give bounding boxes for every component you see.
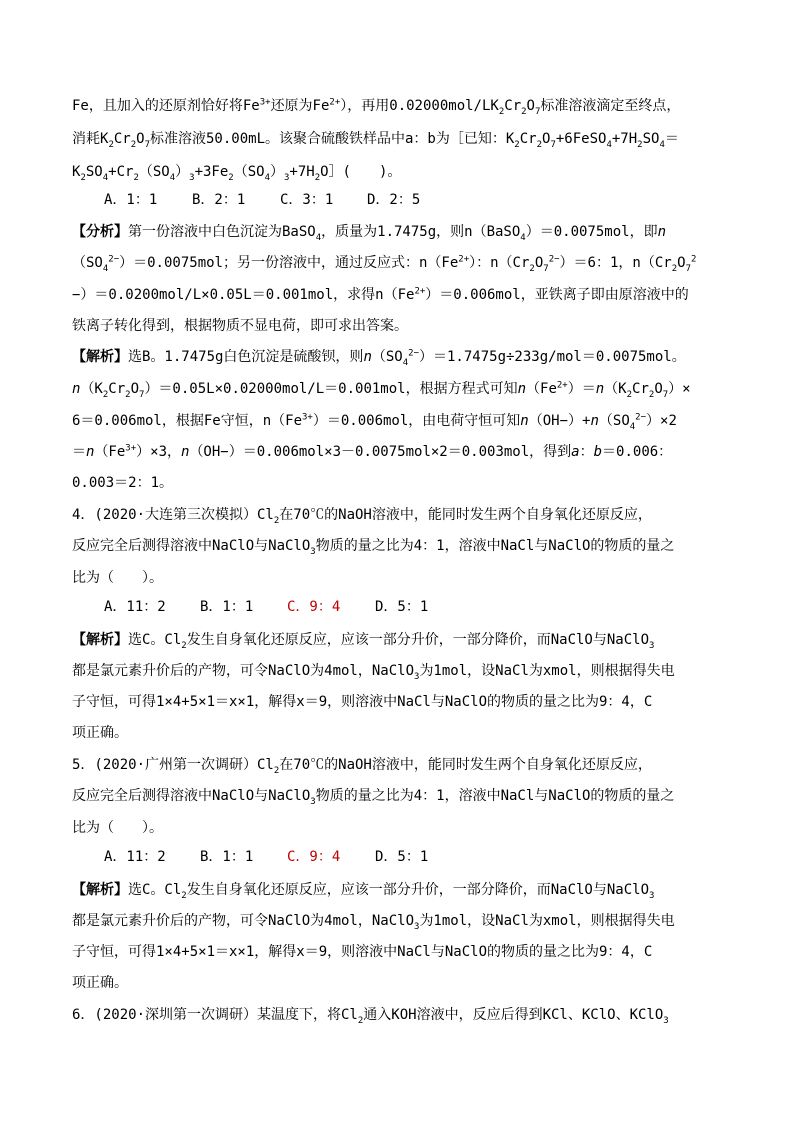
q4-option-c-answer[interactable]: C．9：4 bbox=[287, 599, 341, 615]
q5-option-c-answer[interactable]: C．9：4 bbox=[287, 849, 341, 865]
solution-tag: 【解析】 bbox=[72, 882, 128, 898]
q4-line-3: 比为（ ）。 bbox=[72, 570, 163, 586]
q4-option-a[interactable]: A．11：2 bbox=[104, 599, 166, 615]
q3-option-d[interactable]: D．2：5 bbox=[367, 192, 421, 208]
solution-3-line-5: 0.003＝2：1。 bbox=[72, 475, 174, 491]
q5-option-b[interactable]: B．1：1 bbox=[200, 849, 254, 865]
q3-option-b[interactable]: B．2：1 bbox=[192, 192, 246, 208]
solution-tag: 【解析】 bbox=[72, 632, 128, 648]
q3-line-2: 消耗$K_2Cr_2O_7$标准溶液50.00mL。该聚合硫酸铁样品中a：b为［已知：$K_2Cr_2O_7+6FeSO_4+7H_2SO_4=$ bbox=[72, 131, 679, 150]
solution-4-line-1: 【解析】选C。$Cl_2$发生自身氧化还原反应，应该一部分升价，一部分降价，而NaClO与NaClO$_3$ bbox=[72, 632, 655, 651]
q5-option-d[interactable]: D．5：1 bbox=[375, 849, 429, 865]
q5-line-2: 反应完全后测得溶液中NaClO与NaClO$_3$物质的量之比为4：1，溶液中NaCl与NaClO的物质的量之 bbox=[72, 788, 675, 807]
q6-line-1: 6．(2020·深圳第一次调研）某温度下，将$Cl_2$通入KOH溶液中，反应后得到KCl、KClO、KClO$_3$ bbox=[72, 1007, 669, 1026]
q4-option-d[interactable]: D．5：1 bbox=[375, 599, 429, 615]
solution-5-line-4: 项正确。 bbox=[72, 975, 128, 991]
analysis-tag: 【分析】 bbox=[72, 224, 128, 240]
q4-option-b[interactable]: B．1：1 bbox=[200, 599, 254, 615]
q5-line-3: 比为（ ）。 bbox=[72, 820, 163, 836]
solution-tag: 【解析】 bbox=[72, 349, 128, 365]
q3-option-a[interactable]: A．1：1 bbox=[104, 192, 158, 208]
q3-line-3: $K_2SO_4+Cr_2(SO_4)_3+3Fe_2(SO_4)_3+7H_2O]$( )。 bbox=[72, 164, 402, 183]
solution-3-line-3: 6＝0.006mol，根据Fe守恒，$n(Fe^{3+})=0.006mol$，由电荷守恒可知$n(OH-)+n(SO_4^{2-})\times 2$ bbox=[72, 412, 677, 432]
analysis-line-2: $(SO_4^{2-})=0.0075mol$；另一份溶液中，通过反应式：$n(Fe^{2+})$：$n(Cr_2O_7^{2-})=6$：1，$n(Cr_2O_7^2$ bbox=[72, 254, 697, 274]
q3-option-c[interactable]: C．3：1 bbox=[280, 192, 334, 208]
solution-4-line-3: 子守恒，可得1×4+5×1＝x×1，解得x＝9，则溶液中NaCl与NaClO的物质的量之比为9：4，C bbox=[72, 694, 653, 710]
analysis-line-3: −）＝0.0200mol/L×0.05L＝0.001mol，求得$n(Fe^{2+})=0.006mol$，亚铁离子即由原溶液中的 bbox=[72, 286, 689, 303]
solution-4-line-4: 项正确。 bbox=[72, 725, 128, 741]
analysis-line-1: 【分析】第一份溶液中白色沉淀为BaSO$_4$，质量为1.7475g，则n（BaSO$_4$）＝0.0075mol，即n bbox=[72, 224, 667, 243]
solution-4-line-2: 都是氯元素升价后的产物，可令NaClO为4mol，NaClO$_3$为1mol，设NaCl为xmol，则根据得失电 bbox=[72, 663, 675, 682]
q3-line-1: Fe，且加入的还原剂恰好将$Fe^{3+}$还原为$Fe^{2+}$），再用$0.02000mol/LK_2Cr_2O_7$标准溶液滴定至终点， bbox=[72, 97, 681, 117]
solution-3-line-2: $n(K_2Cr_2O_7)=0.05L\times 0.02000mol/L=0.001mol$，根据方程式可知$n(Fe^{2+})=n(K_2Cr_2O_7)\times$ bbox=[72, 380, 691, 400]
solution-3-line-1: 【解析】选B。1.7475g白色沉淀是硫酸钡，则$n(SO_4^{2-})=1.7475g\div 233g/mol=0.0075mol$。 bbox=[72, 348, 686, 368]
solution-5-line-1: 【解析】选C。$Cl_2$发生自身氧化还原反应，应该一部分升价，一部分降价，而NaClO与NaClO$_3$ bbox=[72, 882, 655, 901]
q5-line-1: 5．(2020·广州第一次调研）$Cl_2$在70℃的NaOH溶液中，能同时发生两个自身氧化还原反应， bbox=[72, 757, 652, 776]
analysis-line-4: 铁离子转化得到，根据物质不显电荷，即可求出答案。 bbox=[72, 318, 408, 334]
solution-3-line-4: $=n(Fe^{3+})\times 3$，n（OH−）＝0.006mol×3－0.0075mol×2＝0.003mol，得到a：b＝0.006： bbox=[72, 443, 673, 460]
q5-option-a[interactable]: A．11：2 bbox=[104, 849, 166, 865]
q4-line-1: 4．(2020·大连第三次模拟）$Cl_2$在70℃的NaOH溶液中，能同时发生两个自身氧化还原反应， bbox=[72, 507, 652, 526]
solution-5-line-2: 都是氯元素升价后的产物，可令NaClO为4mol，NaClO$_3$为1mol，设NaCl为xmol，则根据得失电 bbox=[72, 913, 675, 932]
q4-line-2: 反应完全后测得溶液中NaClO与NaClO$_3$物质的量之比为4：1，溶液中NaCl与NaClO的物质的量之 bbox=[72, 538, 675, 557]
solution-5-line-3: 子守恒，可得1×4+5×1＝x×1，解得x＝9，则溶液中NaCl与NaClO的物质的量之比为9：4，C bbox=[72, 944, 653, 960]
